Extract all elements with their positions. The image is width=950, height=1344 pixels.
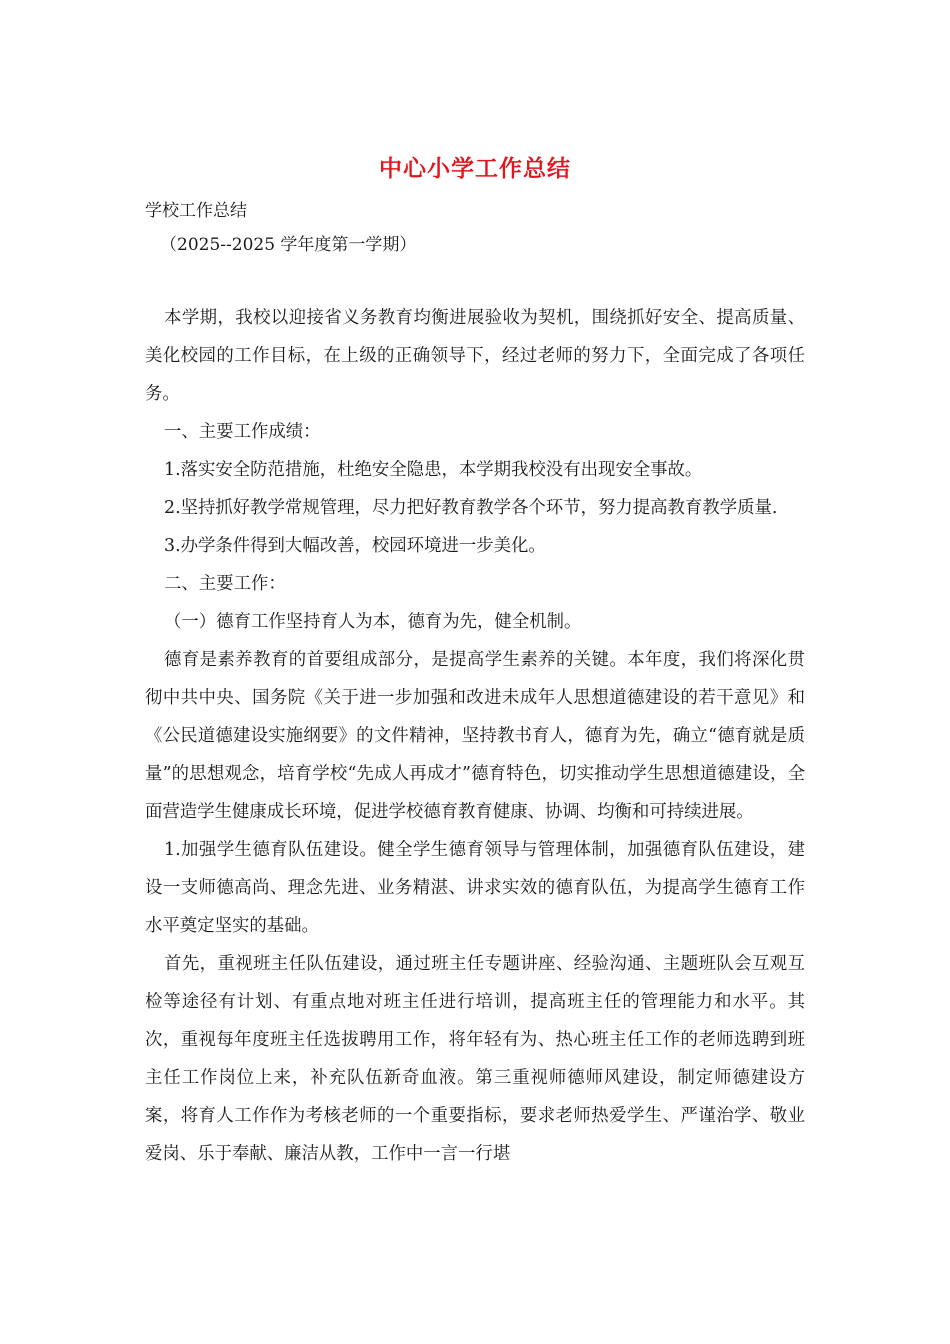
- document-subtitle: 学校工作总结: [145, 201, 247, 221]
- term-label: （2025--2025 学年度第一学期）: [160, 235, 417, 255]
- moral-education-paragraph: 德育是素养教育的首要组成部分，是提高学生素养的关键。本年度，我们将深化贯彻中共中央、国务院《关于进一步加强和改进未成年人思想道德建设的若干意见》和《公民道德建设实施纲要》的文件精神，坚持教书育人，德育为先，确立“德育就是质量”的思想观念，培育学校“先成人再成才”德育特色，切实推动学生思想道德建设，全面营造学生健康成长环境，促进学校德育教育健康、协调、均衡和可持续进展。: [145, 650, 805, 822]
- achievement-item-2: 2.坚持抓好教学常规管理，尽力把好教育教学各个环节，努力提高教育教学质量.: [164, 498, 778, 518]
- subsection-heading-moral: （一）德育工作坚持育人为本，德育为先，健全机制。: [164, 612, 582, 632]
- document-title: 中心小学工作总结: [379, 155, 571, 182]
- document-body: [145, 299, 805, 1173]
- moral-team-paragraph: 1.加强学生德育队伍建设。健全学生德育领导与管理体制，加强德育队伍建设，建设一支师德高尚、理念先进、业务精湛、讲求实效的德育队伍，为提高学生德育工作水平奠定坚实的基础。: [145, 840, 805, 936]
- section-heading-achievements: 一、主要工作成绩：: [164, 422, 321, 442]
- achievement-item-3: 3.办学条件得到大幅改善，校园环境进一步美化。: [164, 536, 546, 556]
- achievement-item-1: 1.落实安全防范措施，杜绝安全隐患，本学期我校没有出现安全事故。: [164, 460, 703, 480]
- teacher-training-paragraph: 首先，重视班主任队伍建设，通过班主任专题讲座、经验沟通、主题班队会互观互检等途径有计划、有重点地对班主任进行培训，提高班主任的管理能力和水平。其次，重视每年度班主任选拔聘用工作，将年轻有为、热心班主任工作的老师选聘到班主任工作岗位上来，补充队伍新奇血液。第三重视师德师风建设，制定师德建设方案，将育人工作作为考核老师的一个重要指标，要求老师热爱学生、严谨治学、敬业爱岗、乐于奉献、廉洁从教，工作中一言一行堪: [145, 954, 805, 1164]
- intro-paragraph: 本学期，我校以迎接省义务教育均衡进展验收为契机，围绕抓好安全、提高质量、美化校园的工作目标，在上级的正确领导下，经过老师的努力下，全面完成了各项任务。: [145, 308, 805, 404]
- section-heading-work: 二、主要工作：: [164, 574, 286, 594]
